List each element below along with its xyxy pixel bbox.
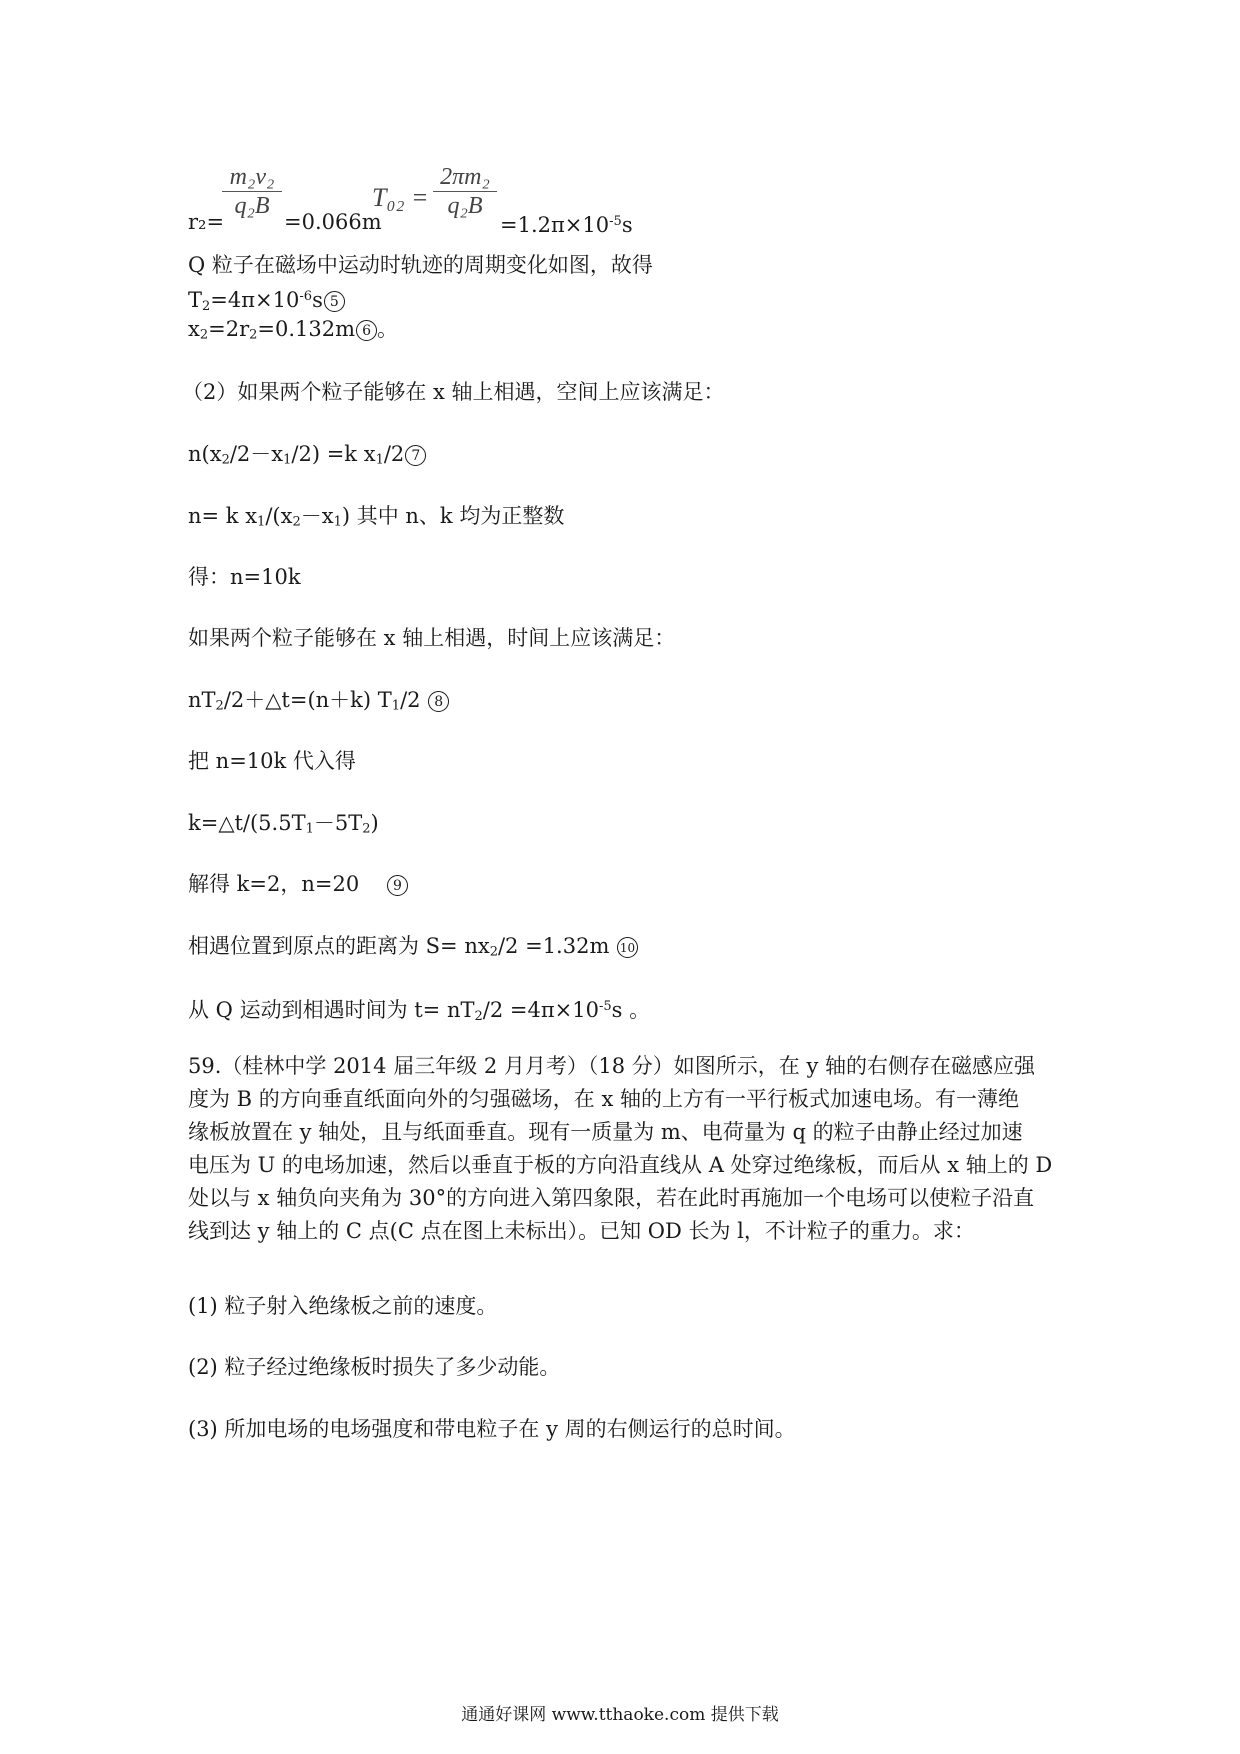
meeting-distance: 相遇位置到原点的距离为 $S= nx_2/2 =1.32m$ 10: [188, 932, 638, 967]
substitution-line: 把 n=10k 代入得: [188, 749, 356, 773]
problem-line: 处以与 x 轴负向夹角为 30°的方向进入第四象限，若在此时再施加一个电场可以使粒子沿直: [188, 1186, 1035, 1210]
equation-mark-8: 8: [428, 691, 449, 712]
r2-label: r₂=: [188, 210, 225, 234]
page-footer: 通通好课网 www.tthaoke.com 提供下载: [461, 1705, 779, 1725]
r2-fraction: [222, 164, 282, 219]
meeting-time: 从 Q 运动到相遇时间为 $t= nT_2/2 =4\pi\times 10^{-5}s$ 。: [188, 998, 651, 1024]
question-2: (2) 粒子经过绝缘板时损失了多少动能。: [188, 1355, 561, 1379]
question-1: (1) 粒子射入绝缘板之前的速度。: [188, 1294, 498, 1318]
result-n: 得：n=10k: [188, 565, 301, 589]
r2-fraction-denominator: q₂B: [234, 193, 270, 219]
problem-line: 线到达 y 轴上的 C 点(C 点在图上未标出）。已知 OD 长为 l，不计粒子的重力。求：: [188, 1219, 975, 1243]
t02-fraction-numerator: 2πm₂: [440, 164, 490, 190]
equation-n: n= k $x_1/(x_2-x_1)$ 其中 n、k 均为正整数: [188, 504, 565, 530]
problem-line: 电压为 U 的电场加速，然后以垂直于板的方向沿直线从 A 处穿过绝缘板，而后从 x 轴上的 D: [188, 1153, 1053, 1177]
equation-8: $nT_2/2+\triangle t=(n+k)$ $T_1/2$ 8: [188, 686, 449, 721]
t2-result: $T_2=4\pi\times 10^{-6}s$ 5: [188, 283, 345, 321]
solution-k-n: 解得 k=2，n=20 9: [188, 870, 408, 898]
part2-intro: （2）如果两个粒子能够在 x 轴上相遇，空间上应该满足：: [182, 380, 725, 404]
problem-59-statement: [188, 1050, 1068, 1248]
problem-line: 度为 B 的方向垂直纸面向外的匀强磁场，在 x 轴的上方有一平行板式加速电场。有一薄绝: [188, 1087, 1019, 1111]
t02-value: $=1.2\pi\times 10^{-5}s$: [500, 213, 633, 238]
equation-7: $n(x_2/2-x_1/2) =k$ $x_1/2$ 7: [188, 440, 426, 475]
equation-mark-7: 7: [405, 445, 426, 466]
x2-result: $x_2=2r_2=0.132m$ 6 。: [188, 317, 399, 343]
t02-fraction-denominator: q₂B: [447, 193, 483, 219]
equation-k: $k=\triangle t/(5.5T_1-5T_2)$: [188, 811, 379, 837]
equation-mark-5: 5: [324, 291, 345, 312]
r2-fraction-numerator: m₂v₂: [229, 164, 275, 190]
fraction-bar: [433, 191, 497, 192]
equation-mark-6: 6: [356, 320, 377, 341]
t02-fraction: [433, 164, 497, 219]
trajectory-period-line: Q 粒子在磁场中运动时轨迹的周期变化如图，故得: [188, 253, 653, 277]
fraction-bar: [222, 191, 282, 192]
problem-line: 缘板放置在 y 轴处，且与纸面垂直。现有一质量为 m、电荷量为 q 的粒子由静止经过加速: [188, 1120, 1023, 1144]
time-condition-intro: 如果两个粒子能够在 x 轴上相遇，时间上应该满足：: [188, 626, 676, 650]
equation-mark-9: 9: [387, 875, 408, 896]
t02-symbol: T₀₂ =: [372, 183, 429, 212]
equation-mark-10: 10: [617, 937, 638, 958]
question-3: (3) 所加电场的电场强度和带电粒子在 y 周的右侧运行的总时间。: [188, 1417, 796, 1441]
problem-line: 59.（桂林中学 2014 届三年级 2 月月考）（18 分）如图所示，在 y 轴的右侧存在磁感应强: [188, 1054, 1036, 1078]
r2-value: =0.066m: [284, 210, 382, 234]
